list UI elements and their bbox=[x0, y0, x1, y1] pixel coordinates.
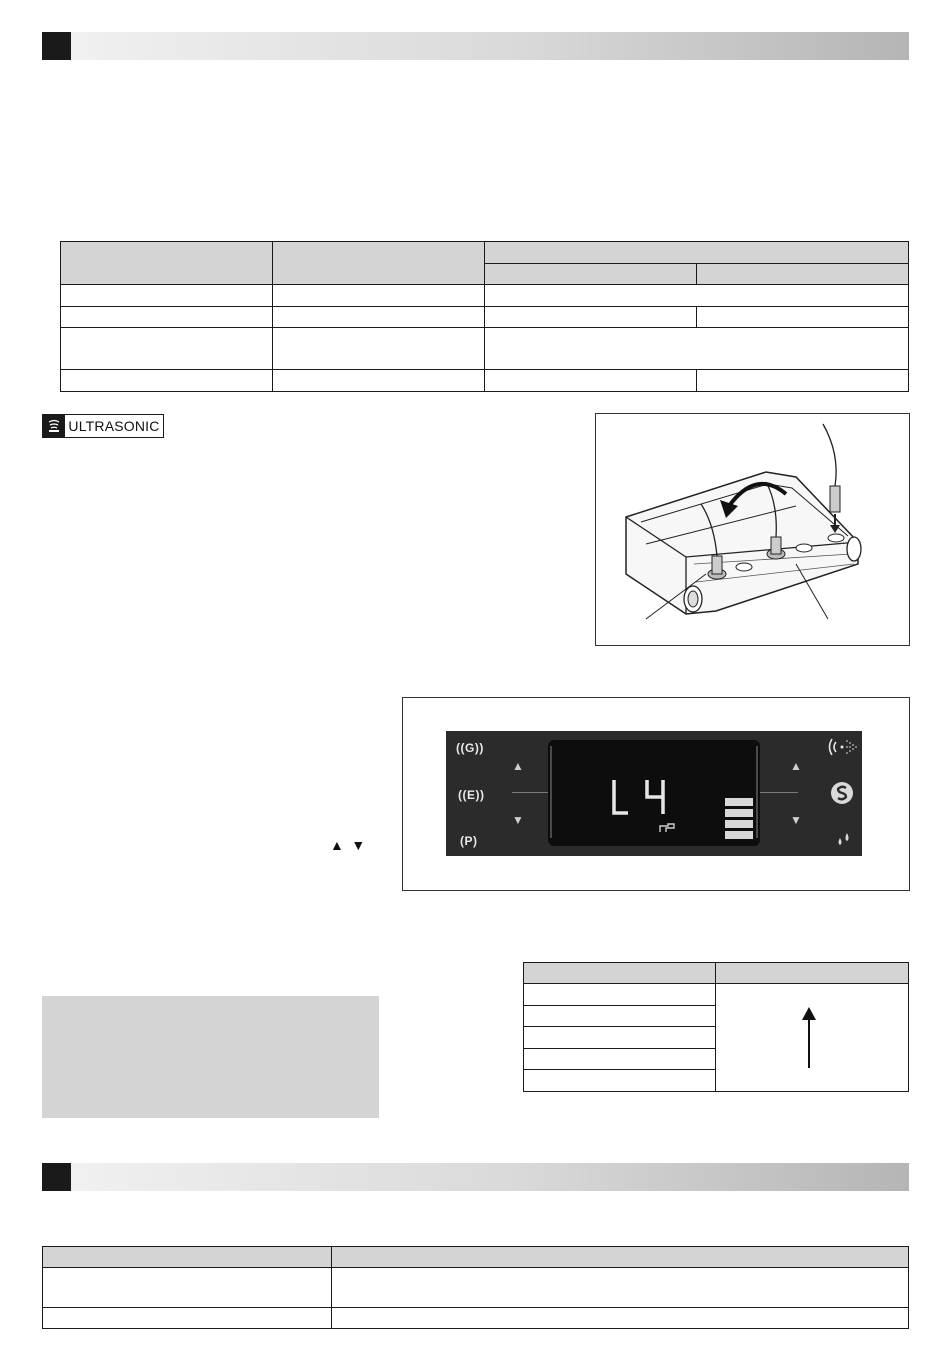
mode-g-label[interactable]: ((G)) bbox=[456, 741, 484, 755]
increase-up-arrow-icon bbox=[799, 1006, 819, 1070]
table-row bbox=[61, 370, 909, 392]
left-up-arrow-icon[interactable]: ▲ bbox=[512, 759, 524, 773]
bottom-table bbox=[42, 1246, 909, 1329]
table-row bbox=[61, 307, 909, 328]
section-number-box bbox=[42, 32, 71, 60]
specs-table bbox=[60, 241, 909, 392]
table-header-cell bbox=[61, 242, 273, 285]
table-header-cell bbox=[716, 963, 909, 984]
table-row bbox=[61, 285, 909, 307]
tip-holder-figure bbox=[595, 413, 910, 646]
display-screen bbox=[548, 740, 760, 846]
section-header-bar bbox=[42, 32, 909, 60]
table-row bbox=[43, 1308, 909, 1329]
level-table bbox=[523, 962, 909, 1092]
mode-p-label[interactable]: (P) bbox=[460, 834, 478, 848]
water-drops-icon[interactable] bbox=[835, 831, 853, 849]
mode-e-label[interactable]: ((E)) bbox=[458, 788, 485, 802]
control-panel bbox=[446, 731, 862, 856]
section-header-bar bbox=[42, 1163, 909, 1191]
ultrasonic-mode-icon[interactable] bbox=[826, 735, 860, 759]
power-level-bars bbox=[725, 798, 753, 839]
tip-holder-illustration bbox=[596, 414, 909, 645]
note-box bbox=[42, 996, 379, 1118]
right-up-arrow-icon[interactable]: ▲ bbox=[790, 759, 802, 773]
table-header-cell bbox=[697, 264, 909, 285]
table-row bbox=[524, 984, 909, 1006]
increase-arrow-cell bbox=[716, 984, 909, 1092]
right-down-arrow-icon[interactable]: ▼ bbox=[790, 813, 802, 827]
program-s-icon[interactable] bbox=[830, 781, 854, 805]
inline-arrow-symbols bbox=[330, 837, 370, 853]
ultrasonic-waves-icon bbox=[43, 415, 65, 437]
inline-up-arrow-icon: ▲ bbox=[330, 837, 344, 853]
table-header-cell bbox=[485, 242, 909, 264]
table-row bbox=[61, 328, 909, 370]
table-header-cell bbox=[273, 242, 485, 285]
right-divider-line bbox=[760, 792, 798, 793]
left-divider-line bbox=[512, 792, 548, 793]
table-row bbox=[43, 1268, 909, 1308]
table-header-cell bbox=[332, 1247, 909, 1268]
ultrasonic-label: ULTRASONIC bbox=[68, 418, 160, 434]
table-header-cell bbox=[524, 963, 716, 984]
table-header-cell bbox=[485, 264, 697, 285]
section-number-box bbox=[42, 1163, 71, 1191]
table-header-cell bbox=[43, 1247, 332, 1268]
left-down-arrow-icon[interactable]: ▼ bbox=[512, 813, 524, 827]
inline-down-arrow-icon: ▼ bbox=[351, 837, 366, 853]
ultrasonic-badge bbox=[42, 414, 164, 438]
